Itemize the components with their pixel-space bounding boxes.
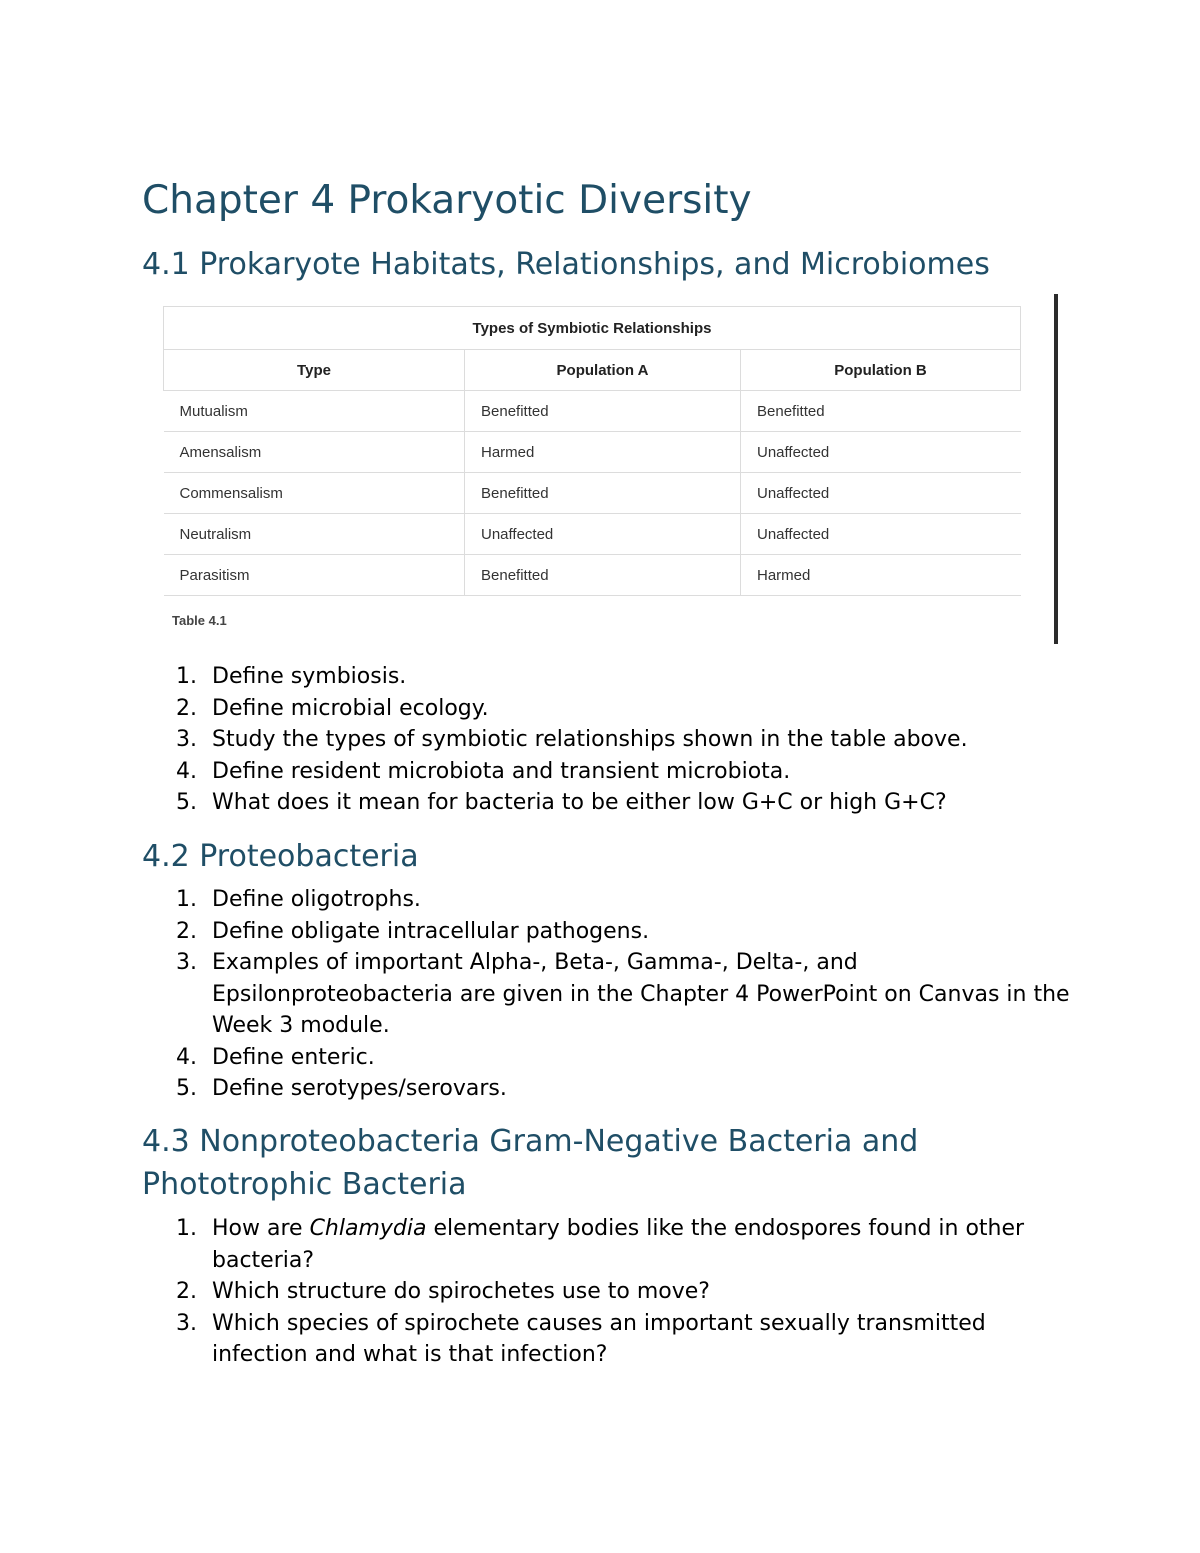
symbiosis-table [163,306,1021,596]
section-heading-4-3: 4.3 Nonproteobacteria Gram-Negative Bacteria and Phototrophic Bacteria [142,1124,919,1202]
list-item: 3. Which species of spirochete causes an important sexually transmitted infection and what is that infection? [176,1310,986,1367]
list-item: 2. Define obligate intracellular pathogens. [176,918,650,944]
question-list-4-1 [142,661,1072,819]
symbiosis-table-figure [163,306,1023,636]
list-item: 3. Study the types of symbiotic relationships shown in the table above. [176,727,968,752]
table-cell: Unaffected [741,473,1021,514]
table-cell: Benefitted [465,555,741,596]
list-item: 1. How are Chlamydia elementary bodies like the endospores found in other bacteria? [176,1216,1025,1273]
list-item: 1. Define symbiosis. [176,664,407,689]
question-list-4-3 [142,1213,1072,1371]
italic-term: Chlamydia [309,1216,427,1241]
list-item: 2. Which structure do spirochetes use to move? [176,1279,710,1304]
table-cell: Parasitism [164,555,465,596]
image-edge-divider [1054,294,1058,644]
chapter-title: Chapter 4 Prokaryotic Diversity [142,178,752,223]
list-item: 4. Define enteric. [176,1044,375,1070]
table-row [164,514,1021,555]
table-cell: Neutralism [164,514,465,555]
list-item: 5. What does it mean for bacteria to be either low G+C or high G+C? [176,790,947,815]
table-cell: Unaffected [741,432,1021,473]
table-cell: Mutualism [164,391,465,432]
table-cell: Harmed [741,555,1021,596]
table-header-type: Type [164,350,465,391]
table-cell: Amensalism [164,432,465,473]
table-cell: Benefitted [465,391,741,432]
list-item: 5. Define serotypes/serovars. [176,1076,507,1101]
section-heading-4-2: 4.2 Proteobacteria [142,839,419,874]
list-item: 3. Examples of important Alpha-, Beta-, Gamma-, Delta-, and Epsilonproteobacteria are given in the Chapter 4 PowerPoint on Canvas in the Week 3 module. [176,950,1070,1038]
list-item: 2. Define microbial ecology. [176,695,489,721]
list-item: 4. Define resident microbiota and transient microbiota. [176,758,791,784]
table-row [164,473,1021,514]
table-cell: Benefitted [465,473,741,514]
table-cell: Harmed [465,432,741,473]
table-cell: Unaffected [465,514,741,555]
table-title: Types of Symbiotic Relationships [164,307,1021,350]
list-item: 1. Define oligotrophs. [176,887,421,912]
table-header-population-b: Population B [741,350,1021,391]
question-list-4-2 [142,884,1072,1105]
table-row [164,391,1021,432]
table-header-population-a: Population A [465,350,741,391]
table-cell: Commensalism [164,473,465,514]
table-cell: Benefitted [741,391,1021,432]
table-row [164,555,1021,596]
table-caption: Table 4.1 [172,613,227,628]
table-row [164,432,1021,473]
section-heading-4-1: 4.1 Prokaryote Habitats, Relationships, and Microbiomes [142,247,990,282]
table-cell: Unaffected [741,514,1021,555]
